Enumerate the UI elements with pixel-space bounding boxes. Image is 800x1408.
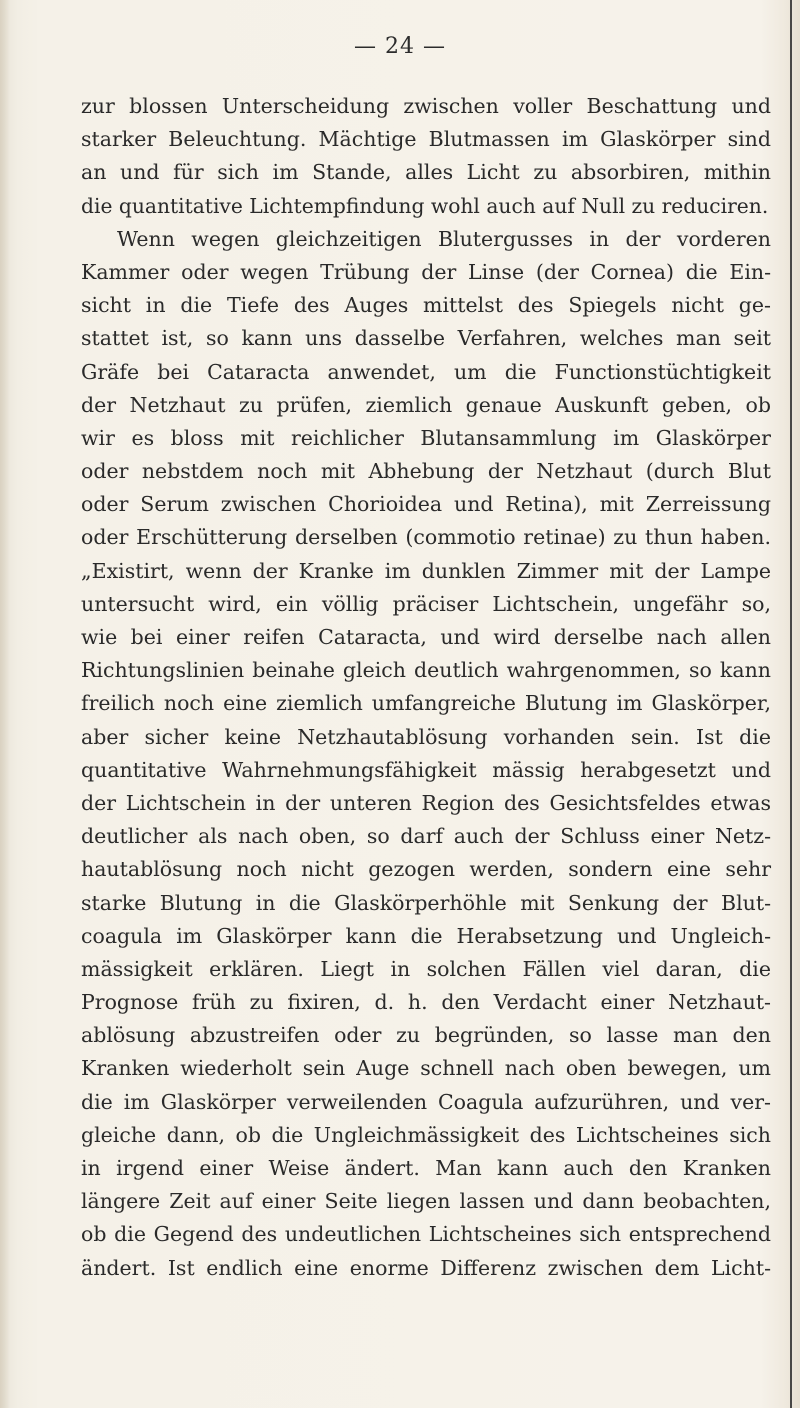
text-line: sicht in die Tiefe des Auges mittelst des Spiegels nicht ge- [81, 293, 771, 318]
text-line: oder nebstdem noch mit Abhebung der Netzhaut (durch Blut [81, 459, 771, 484]
text-line: starker Beleuchtung. Mächtige Blutmassen im Glaskörper sind [81, 127, 771, 152]
page-left-edge-shadow [0, 0, 10, 1408]
text-line: der Netzhaut zu prüfen, ziemlich genaue Auskunft geben, ob [81, 392, 771, 417]
text-line: zur blossen Unterscheidung zwischen voller Beschattung und [81, 94, 771, 118]
text-line: der Lichtschein in der unteren Region des Gesichtsfeldes etwas [81, 790, 771, 815]
text-line: untersucht wird, ein völlig präciser Lichtschein, ungefähr so, [81, 591, 771, 616]
text-line: wir es bloss mit reichlicher Blutansammlung im Glaskörper [81, 425, 771, 450]
text-line: coagula im Glaskörper kann die Herabsetzung und Ungleich- [81, 923, 771, 948]
text-line: Richtungslinien beinahe gleich deutlich wahrgenommen, so kann [81, 658, 771, 683]
text-line: deutlicher als nach oben, so darf auch der Schluss einer Netz- [81, 824, 771, 849]
text-line: längere Zeit auf einer Seite liegen lassen und dann beobachten, [81, 1189, 771, 1214]
text-line: starke Blutung in die Glaskörperhöhle mit Senkung der Blut- [81, 890, 771, 915]
text-line: wie bei einer reifen Cataracta, und wird derselbe nach allen [81, 625, 771, 649]
text-line: in irgend einer Weise ändert. Man kann auch den Kranken [81, 1156, 771, 1180]
text-line: ändert. Ist endlich eine enorme Differenz zwischen dem Licht- [81, 1255, 771, 1280]
text-line: hautablösung noch nicht gezogen werden, sondern eine sehr [81, 857, 771, 882]
text-line: an und für sich im Stande, alles Licht zu absorbiren, mithin [81, 160, 771, 185]
text-line: Kranken wiederholt sein Auge schnell nach oben bewegen, um [81, 1056, 771, 1081]
text-line: gleiche dann, ob die Ungleichmässigkeit des Lichtscheines sich [81, 1122, 771, 1147]
text-line: „Existirt, wenn der Kranke im dunklen Zimmer mit der Lampe [81, 558, 771, 583]
text-line: Prognose früh zu fixiren, d. h. den Verdacht einer Netzhaut- [81, 990, 771, 1015]
text-line: aber sicher keine Netzhautablösung vorhanden sein. Ist die [81, 724, 771, 749]
text-line: die im Glaskörper verweilenden Coagula aufzurühren, und ver- [81, 1089, 771, 1114]
text-line: die quantitative Lichtempfindung wohl auch auf Null zu reduciren. [81, 193, 769, 218]
text-line: oder Serum zwischen Chorioidea und Retina), mit Zerreissung [81, 492, 771, 517]
page-right-edge-rule [790, 0, 792, 1408]
text-line: freilich noch eine ziemlich umfangreiche Blutung im Glaskörper, [81, 691, 771, 716]
text-line: oder Erschütterung derselben (commotio retinae) zu thun haben. [81, 525, 771, 550]
text-line: quantitative Wahrnehmungsfähigkeit mässig herabgesetzt und [81, 757, 771, 782]
body-text [81, 90, 771, 1285]
text-line: Kammer oder wegen Trübung der Linse (der Cornea) die Ein- [81, 259, 771, 284]
text-line: ablösung abzustreifen oder zu begründen, so lasse man den [81, 1023, 771, 1048]
text-line: mässigkeit erklären. Liegt in solchen Fällen viel daran, die [81, 956, 771, 981]
text-line: stattet ist, so kann uns dasselbe Verfahren, welches man seit [81, 326, 771, 351]
text-line: ob die Gegend des undeutlichen Lichtscheines sich entsprechend [81, 1222, 771, 1247]
text-line: Wenn wegen gleichzeitigen Blutergusses in der vorderen [117, 226, 771, 251]
page-number: — 24 — [354, 34, 446, 59]
text-line: Gräfe bei Cataracta anwendet, um die Functionstüchtigkeit [81, 359, 771, 384]
